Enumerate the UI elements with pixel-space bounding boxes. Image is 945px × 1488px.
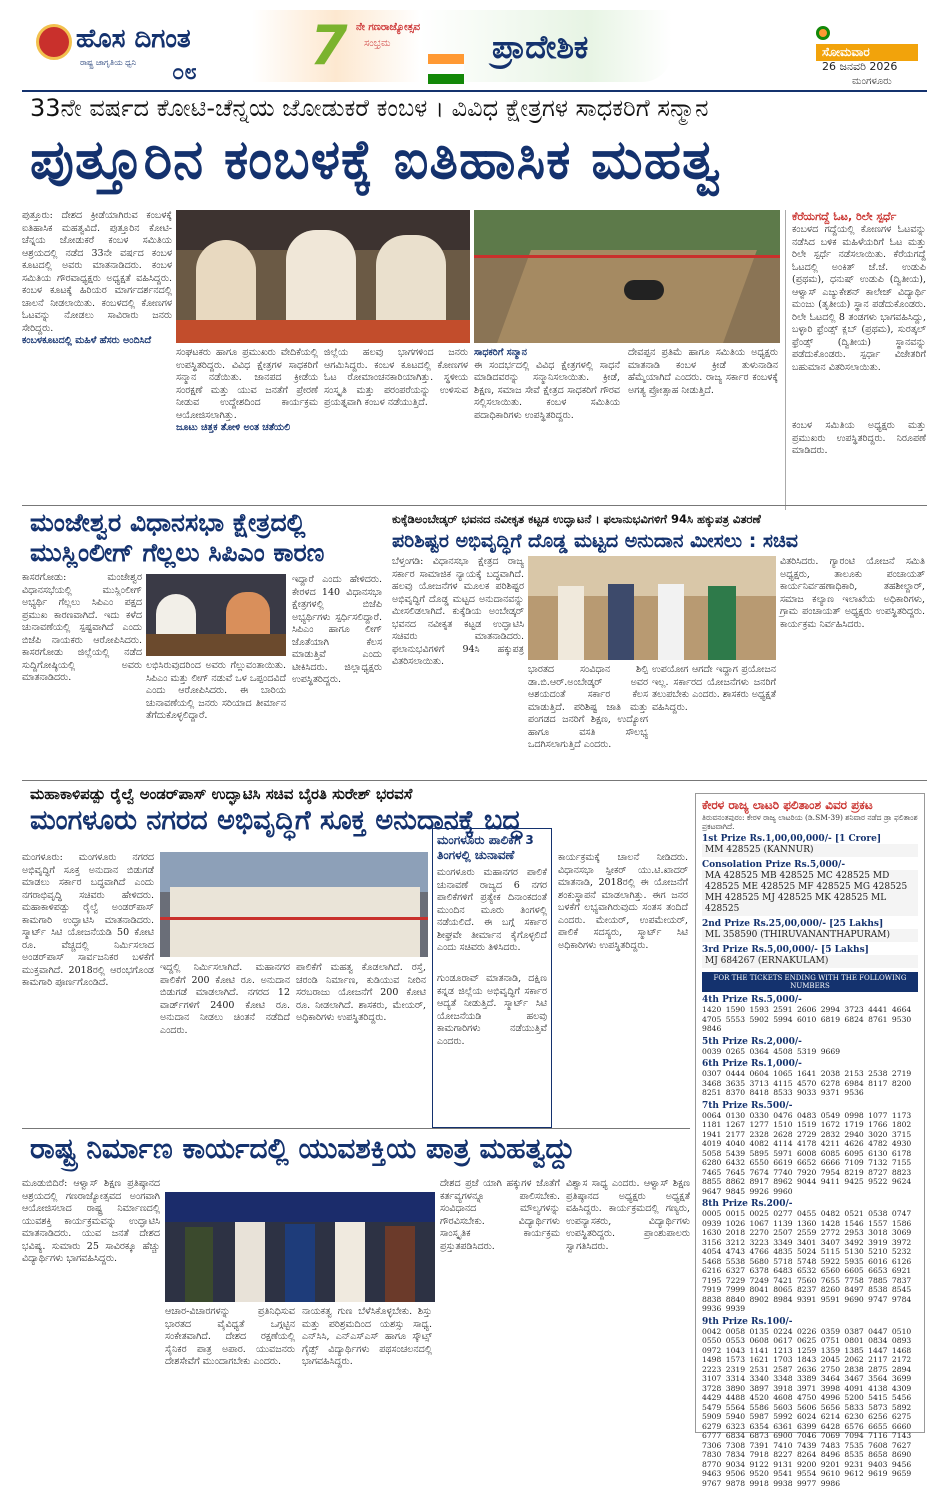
- story2-photo: [146, 574, 286, 656]
- story5-column-1: [22, 1178, 160, 1433]
- lottery-results-box: [695, 793, 925, 1433]
- lead-headline: ಪುತ್ತೂರಿನ ಕಂಬಳಕ್ಕೆ ಐತಿಹಾಸಿಕ ಮಹತ್ವ: [30, 128, 910, 192]
- banner-text: ನೇ ಗಣರಾಜ್ಯೋತ್ಸವ: [356, 22, 420, 33]
- story5-headline: ರಾಷ್ಟ್ರ ನಿರ್ಮಾಣ ಕಾರ್ಯದಲ್ಲಿ ಯುವಶಕ್ತಿಯ ಪಾತ್ರ ಮಹತ್ವದ್ದು: [30, 1132, 575, 1166]
- story4-inset-body: [437, 867, 547, 967]
- story4-kicker: ಮಹಾಕಾಳಿಪಡ್ಪು ರೈಲ್ವೆ ಅಂಡರ್‌ಪಾಸ್ ಉದ್ಘಾಟಿಸಿ ಸಚಿವ ಬೈರತಿ ಸುರೇಶ್ ಭರವಸೆ: [30, 785, 412, 803]
- story4-headline: ಮಂಗಳೂರು ನಗರದ ಅಭಿವೃದ್ಧಿಗೆ ಸೂಕ್ತ ಅನುದಾನಕ್ಕೆ ಬದ್ಧ: [30, 805, 522, 837]
- page-number: ೦೮: [172, 60, 197, 85]
- story4-column-2: [160, 962, 290, 1124]
- lead-kicker: 33ನೇ ವರ್ಷದ ಕೋಟಿ-ಚೆನ್ನಯ ಜೋಡುಕರೆ ಕಂಬಳ । ವಿವಿಧ ಕ್ಷೇತ್ರಗಳ ಸಾಧಕರಿಗೆ ಸನ್ಮಾನ: [30, 94, 910, 122]
- lead-column-3-text: ಜಿಲ್ಲೆಯ ಹಲವು ಭಾಗಗಳಿಂದ ಜನರು ಆಗಮಿಸಿದ್ದರು. ಕಂಬಳ ಕೂಟದಲ್ಲಿ ಕೋಣಗಳ ಓಟ ರೋಮಾಂಚನಕಾರಿಯಾಗಿತ್ತು. ಸ್ಥಳೀಯ ಸಂಸ್ಕೃತಿ ಮತ್ತು ಪರಂಪರೆಯನ್ನು ಉಳಿಸುವ ಪ್ರಯತ್ನವಾಗಿ ಕಂಬಳ ನಡೆಯುತ್ತಿದೆ.: [324, 347, 468, 408]
- sidebar-body: [792, 224, 926, 414]
- lottery-second-prize-number: ML 358590 (THIRUVANANTHAPURAM): [702, 929, 918, 942]
- story5-column-2: [165, 1306, 295, 1434]
- story4-photo: [160, 852, 428, 957]
- brand-logo-icon: [36, 24, 72, 60]
- story5-column-4-text: ದೇಶದ ಪ್ರಜೆ ಯಾಗಿ ಹಕ್ಕುಗಳ ಜೊತೆಗೆ ಕರ್ತವ್ಯಗಳನ್ನೂ ಪಾಲಿಸಬೇಕು. ಸಂವಿಧಾನದ ಮೌಲ್ಯಗಳನ್ನು ಗೌರವಿಸಬೇಕು. ವಿದ್ಯಾರ್ಥಿಗಳು ಸಾಂಸ್ಕೃತಿಕ ಕಾರ್ಯಕ್ರಮ ಪ್ರಸ್ತುತಪಡಿಸಿದರು.: [440, 1178, 560, 1252]
- lottery-eighth-prize-numbers: 0005 0015 0025 0277 0455 0482 0521 0538 0747 0939 1026 1067 1139 1360 1428 1546 1557 1586 1630 2018 2270 2507 2559 2772 2953 3018 3069 3156 3212 3223 3349 3401 3407 3492 3919 3972 4054 4743 4766 4835 5024 5115 5130 5210 5232 5468 5538 5680 5718 5748 5922 5935 6016 6126 6216 6327 6378 6483 6532 6560 6605 6653 6921 7195 7229 7249 7421 7560 7655 7758 7885 7837 7919 7999 8041 8065 8237 8260 8497 8538 8545 8838 8840 8902 8984 9391 9591 9690 9747 9784 9936 9939: [702, 1209, 918, 1314]
- lottery-first-prize-number: MM 428525 (KANNUR): [702, 844, 918, 857]
- story2-headline-line1: ಮಂಜೇಶ್ವರ ವಿಧಾನಸಭಾ ಕ್ಷೇತ್ರದಲ್ಲಿ: [30, 508, 306, 538]
- date-box: [812, 26, 932, 86]
- story3-column-4: [780, 556, 925, 776]
- sidebar-box: [785, 210, 925, 510]
- story2-column-2: [146, 660, 286, 775]
- story4-column-4-text: ಗುಂಡೂರಾವ್ ಮಾತನಾಡಿ, ದಕ್ಷಿಣ ಕನ್ನಡ ಜಿಲ್ಲೆಯ ಅಭಿವೃದ್ಧಿಗೆ ಸರ್ಕಾರ ಆದ್ಯತೆ ನೀಡುತ್ತಿದೆ. ಸ್ಮಾರ್ಟ್ ಸಿಟಿ ಯೋಜನೆಯಡಿ ಹಲವು ಕಾಮಗಾರಿಗಳು ನಡೆಯುತ್ತಿವೆ ಎಂದರು.: [437, 973, 547, 1047]
- story5-column-1-text: ಮೂಡುಬಿದಿರೆ: ಆಳ್ವಾಸ್ ಶಿಕ್ಷಣ ಪ್ರತಿಷ್ಠಾನದ ಆಶ್ರಯದಲ್ಲಿ ಗಣರಾಜ್ಯೋತ್ಸವದ ಅಂಗವಾಗಿ ಆಯೋಜಿಸಲಾದ ರಾಷ್ಟ್ರ ನಿರ್ಮಾಣದಲ್ಲಿ ಯುವಶಕ್ತಿ ಕಾರ್ಯಕ್ರಮವನ್ನು ಉದ್ಘಾಟಿಸಿ ಮಾತನಾಡಿದರು. ಯುವ ಜನತೆ ದೇಶದ ಭವಿಷ್ಯ. ಸುಮಾರು 25 ಸಾವಿರಕ್ಕೂ ಹೆಚ್ಚು ವಿದ್ಯಾರ್ಥಿಗಳು ಭಾಗವಹಿಸಿದ್ದರು.: [22, 1178, 160, 1264]
- banner-subtext: ಸಂಭ್ರಮ: [364, 38, 391, 49]
- story3-headline: ಪರಿಶಿಷ್ಟರ ಅಭಿವೃದ್ಧಿಗೆ ದೊಡ್ಡ ಮಟ್ಟದ ಅನುದಾನ ಮೀಸಲು : ಸಚಿವ: [392, 530, 798, 552]
- lottery-seventh-prize-numbers: 0064 0130 0330 0476 0483 0549 0998 1077 1173 1181 1267 1277 1510 1519 1672 1719 1766 1802 1941 2177 2328 2628 2729 2832 2940 3020 3715 4019 4040 4082 4114 4178 4211 4626 4782 4930 5058 5439 5895 5971 6008 6085 6095 6130 6178 6280 6432 6550 6619 6652 6666 7109 7132 7155 7465 7645 7674 7740 7920 7954 8219 8727 8823 8855 8862 8917 8962 9044 9411 9425 9522 9624 9647 9845 9926 9960: [702, 1111, 918, 1197]
- story2-column-1: [22, 572, 142, 772]
- lead-subhead-1: ಕಂಬಳಕೂಟದಲ್ಲಿ ಮಹಿಳೆ ಹೆಸರು ಅಂದಿಸಿದೆ: [22, 335, 151, 346]
- story4-column-1-text: ಮಂಗಳೂರು: ಮಂಗಳೂರು ನಗರದ ಅಭಿವೃದ್ಧಿಗೆ ಸೂಕ್ತ ಅನುದಾನ ಬಿಡುಗಡೆ ಮಾಡಲು ಸರ್ಕಾರ ಬದ್ಧವಾಗಿದೆ ಎಂದು ನಗರಾಭಿವೃದ್ಧಿ ಸಚಿವರು ಹೇಳಿದರು. ಮಹಾಕಾಳಿಪಡ್ಪು ರೈಲ್ವೆ ಅಂಡರ್‌ಪಾಸ್ ಕಾಮಗಾರಿ ಉದ್ಘಾಟಿಸಿ ಮಾತನಾಡಿದರು. ಸ್ಮಾರ್ಟ್ ಸಿಟಿ ಯೋಜನೆಯಡಿ 50 ಕೋಟಿ ರೂ. ವೆಚ್ಚದಲ್ಲಿ ನಿರ್ಮಿಸಲಾದ ಅಂಡರ್‌ಪಾಸ್ ಸಾರ್ವಜನಿಕರ ಬಳಕೆಗೆ ಮುಕ್ತವಾಗಿದೆ. 2018ರಲ್ಲಿ ಆರಂಭಗೊಂಡ ಕಾಮಗಾರಿ ಪೂರ್ಣಗೊಂಡಿದೆ.: [22, 852, 154, 988]
- story5-column-3: [302, 1306, 432, 1434]
- date-day: ಸೋಮವಾರ: [816, 44, 918, 61]
- lottery-consolation-label: Consolation Prize Rs.5,000/-: [702, 860, 918, 870]
- lottery-fifth-prize-label: 5th Prize Rs.2,000/-: [702, 1037, 918, 1047]
- story4-inset-title: ಮಂಗಳೂರು ಪಾಲಿಕೆಗೆ 3 ತಿಂಗಳಲ್ಲಿ ಚುನಾವಣೆ: [437, 833, 547, 863]
- sidebar-body-2: [792, 420, 926, 500]
- lead-column-2-text: ಸಂಘಟಕರು ಹಾಗೂ ಪ್ರಮುಖರು ವೇದಿಕೆಯಲ್ಲಿ ಉಪಸ್ಥಿತರಿದ್ದರು. ವಿವಿಧ ಕ್ಷೇತ್ರಗಳ ಸಾಧಕರಿಗೆ ಸನ್ಮಾನ ನಡೆಯಿತು. ಜಾನಪದ ಕ್ರೀಡೆಯ ಸಂರಕ್ಷಣೆ ಮತ್ತು ಯುವ ಜನತೆಗೆ ಪ್ರೇರಣೆ ನೀಡುವ ಉದ್ದೇಶದಿಂದ ಕಾರ್ಯಕ್ರಮ ಆಯೋಜಿಸಲಾಗಿತ್ತು.: [176, 347, 318, 421]
- story4-column-3-text: ಪಾಲಿಕೆಗೆ ಮಹತ್ವ ಕೊಡಲಾಗಿದೆ. ರಸ್ತೆ, ಚರಂಡಿ ನಿರ್ಮಾಣ, ಕುಡಿಯುವ ನೀರಿನ ಸರಬರಾಜು ಯೋಜನೆಗೆ 200 ಕೋಟಿ ರೂ. ನೀಡಲಾಗಿದೆ. ಶಾಸಕರು, ಮೇಯರ್, ಅಧಿಕಾರಿಗಳು ಉಪಸ್ಥಿತರಿದ್ದರು.: [296, 962, 426, 1023]
- lottery-sixth-prize-label: 6th Prize Rs.1,000/-: [702, 1059, 918, 1069]
- story5-column-5: [566, 1178, 690, 1433]
- story5-column-3-text: ನಾಯಕತ್ವ ಗುಣ ಬೆಳೆಸಿಕೊಳ್ಳಬೇಕು. ಶಿಸ್ತು ಮತ್ತು ಪರಿಶ್ರಮದಿಂದ ಯಶಸ್ಸು ಸಾಧ್ಯ. ಎನ್‌ಸಿಸಿ, ಎನ್‌ಎಸ್‌ಎಸ್ ಹಾಗೂ ಸ್ಕೌಟ್ಸ್ ಗೈಡ್ಸ್ ವಿದ್ಯಾರ್ಥಿಗಳು ಪಥಸಂಚಲನದಲ್ಲಿ ಭಾಗವಹಿಸಿದ್ದರು.: [302, 1306, 432, 1367]
- lead-column-5-text: ದೇವಪ್ಪನ ಪ್ರತಿಮೆ ಹಾಗೂ ಸಮಿತಿಯ ಅಧ್ಯಕ್ಷರು ಮಾತನಾಡಿ ಕಂಬಳ ಕ್ರೀಡೆ ತುಳುನಾಡಿನ ಹೆಮ್ಮೆಯಾಗಿದೆ ಎಂದರು. ರಾಜ್ಯ ಸರ್ಕಾರ ಕಂಬಳಕ್ಕೆ ಅಗತ್ಯ ಪ್ರೋತ್ಸಾಹ ನೀಡುತ್ತಿದೆ.: [628, 347, 778, 396]
- newspaper-brand: [22, 22, 267, 72]
- lottery-endings-bar: FOR THE TICKETS ENDING WITH THE FOLLOWING NUMBERS: [702, 972, 918, 992]
- lead-subhead-3: ಸಾಧಕರಿಗೆ ಸನ್ಮಾನ: [474, 347, 527, 358]
- story2-column-2-text: ಲಭಿಸಿರುವುದರಿಂದ ಅವರು ಗೆಲ್ಲುವಂತಾಯಿತು. ಸಿಪಿಎಂ ಮತ್ತು ಲೀಗ್ ನಡುವೆ ಒಳ ಒಪ್ಪಂದವಿದೆ ಎಂದು ಆರೋಪಿಸಿದರು. ಈ ಬಾರಿಯ ಚುನಾವಣೆಯಲ್ಲಿ ಜನರು ಸರಿಯಾದ ತೀರ್ಮಾನ ತೆಗೆದುಕೊಳ್ಳಲಿದ್ದಾರೆ.: [146, 660, 286, 721]
- lottery-ninth-prize-label: 9th Prize Rs.100/-: [702, 1317, 918, 1327]
- story2-column-3: [292, 574, 382, 774]
- lead-column-4: [474, 347, 620, 502]
- lottery-second-prize-label: 2nd Prize Rs.25,00,000/- [25 Lakhs]: [702, 919, 918, 929]
- lottery-first-prize-label: 1st Prize Rs.1,00,00,000/- [1 Crore]: [702, 834, 918, 844]
- lottery-third-prize-number: MJ 684267 (ERNAKULAM): [702, 955, 918, 968]
- republic-day-banner: [252, 10, 672, 82]
- story4-column-3: [296, 962, 426, 1124]
- story4-inset-body-text: ಮಂಗಳೂರು ಮಹಾನಗರ ಪಾಲಿಕೆ ಚುನಾವಣೆ ರಾಜ್ಯದ 6 ನಗರ ಪಾಲಿಕೆಗಳಿಗೆ ಪ್ರತ್ಯೇಕ ದಿನಾಂಕದಂತೆ ಮುಂದಿನ ಮೂರು ತಿಂಗಳಲ್ಲಿ ನಡೆಯಲಿದೆ. ಈ ಬಗ್ಗೆ ಸರ್ಕಾರ ಶೀಘ್ರವೇ ತೀರ್ಮಾನ ಕೈಗೊಳ್ಳಲಿದೆ ಎಂದು ಸಚಿವರು ತಿಳಿಸಿದರು.: [437, 867, 547, 953]
- story4-column-1: [22, 852, 154, 1124]
- lottery-third-prize-label: 3rd Prize Rs.5,00,000/- [5 Lakhs]: [702, 945, 918, 955]
- lead-subhead-2: ಜೂಟು ಚಿತ್ತಕ ತೋಳಿ ಅಂತ ಚತೆಯಲಿ: [176, 422, 290, 433]
- lottery-seventh-prize-label: 7th Prize Rs.500/-: [702, 1101, 918, 1111]
- flag-icon: [428, 54, 464, 84]
- section-divider-1: [22, 505, 927, 506]
- story2-headline-line2: ಮುಸ್ಲಿಂಲೀಗ್ ಗೆಲ್ಲಲು ಸಿಪಿಎಂ ಕಾರಣ: [30, 538, 324, 568]
- section-divider-2: [22, 780, 927, 781]
- story5-column-4: [440, 1178, 560, 1433]
- story4-column-5-text: ಕಾರ್ಯಕ್ರಮಕ್ಕೆ ಚಾಲನೆ ನೀಡಿದರು. ವಿಧಾನಸಭಾ ಸ್ಪೀಕರ್ ಯು.ಟಿ.ಖಾದರ್ ಮಾತನಾಡಿ, 2018ರಲ್ಲಿ ಈ ಯೋಜನೆಗೆ ಶಂಕುಸ್ಥಾಪನೆ ಮಾಡಲಾಗಿತ್ತು. ಈಗ ಜನರ ಬಳಕೆಗೆ ಲಭ್ಯವಾಗಿರುವುದು ಸಂತಸ ತಂದಿದೆ ಎಂದರು. ಮೇಯರ್, ಉಪಮೇಯರ್, ಪಾಲಿಕೆ ಸದಸ್ಯರು, ಸ್ಮಾರ್ಟ್ ಸಿಟಿ ಅಧಿಕಾರಿಗಳು ಉಪಸ್ಥಿತರಿದ್ದರು.: [558, 852, 688, 951]
- lottery-consolation-numbers: MA 428525 MB 428525 MC 428525 MD 428525 ME 428525 MF 428525 MG 428525 MH 428525 MJ 428525 MK 428525 ML 428525: [702, 870, 918, 916]
- story4-column-4: [437, 973, 547, 1123]
- lead-photo-stage: [176, 210, 470, 343]
- sidebar-title: ಕೆರೆಯಗದ್ದೆ ಓಟ, ರಿಲೇ ಸ್ಪರ್ಧೆ: [792, 210, 925, 224]
- story3-kicker: ಕುಕ್ಕೆಡಿಅಂಬೇಡ್ಕರ್ ಭವನದ ನವೀಕೃತ ಕಟ್ಟಡ ಉದ್ಘಾಟನೆ । ಫಲಾನುಭವಿಗಳಿಗೆ 94ಸಿ ಹಕ್ಕುಪತ್ರ ವಿತರಣೆ: [392, 512, 761, 527]
- section-divider-3: [22, 1128, 690, 1129]
- masthead: [22, 10, 927, 92]
- story3-column-3-text: ಉಪಯೋಗ ಆಗದೇ ಇದ್ದಾಗ ಪ್ರಯೋಜನ ಇಲ್ಲ. ಸರ್ಕಾರದ ಯೋಜನೆಗಳು ಜನರಿಗೆ ತಲುಪಬೇಕು ಎಂದರು. ಶಾಸಕರು ಅಧ್ಯಕ್ಷತೆ ವಹಿಸಿದ್ದರು.: [652, 664, 776, 713]
- date-full: 26 ಜನವರಿ 2026: [822, 60, 897, 74]
- story5-column-5-text: ವಿಶ್ವಾಸ ಸಾಧ್ಯ ಎಂದರು. ಆಳ್ವಾಸ್ ಶಿಕ್ಷಣ ಪ್ರತಿಷ್ಠಾನದ ಅಧ್ಯಕ್ಷರು ಅಧ್ಯಕ್ಷತೆ ವಹಿಸಿದ್ದರು. ಕಾರ್ಯಕ್ರಮದಲ್ಲಿ ಗಣ್ಯರು, ಉಪನ್ಯಾಸಕರು, ವಿದ್ಯಾರ್ಥಿಗಳು ಉಪಸ್ಥಿತರಿದ್ದರು. ಪ್ರಾಂಶುಪಾಲರು ಸ್ವಾಗತಿಸಿದರು.: [566, 1178, 690, 1252]
- story3-column-2-text: ಭಾರತದ ಸಂವಿಧಾನ ಶಿಲ್ಪಿ ಡಾ.ಬಿ.ಆರ್.ಅಂಬೇಡ್ಕರ್ ಅವರ ಆಶಯದಂತೆ ಸರ್ಕಾರ ಕೆಲಸ ಮಾಡುತ್ತಿದೆ. ಪರಿಶಿಷ್ಟ ಜಾತಿ ಮತ್ತು ಪಂಗಡದ ಜನರಿಗೆ ಶಿಕ್ಷಣ, ಉದ್ಯೋಗ ಹಾಗೂ ವಸತಿ ಸೌಲಭ್ಯ ಒದಗಿಸಲಾಗುತ್ತಿದೆ ಎಂದರು.: [528, 664, 648, 750]
- story5-photo: [165, 1192, 435, 1302]
- sidebar-body-text: ಕಂಬಳದ ಗದ್ದೆಯಲ್ಲಿ ಕೋಣಗಳ ಓಟವನ್ನು ನಡೆಸಿದ ಬಳಿಕ ಮಹಿಳೆಯರಿಗೆ ಓಟ ಮತ್ತು ರಿಲೇ ಸ್ಪರ್ಧೆ ನಡೆಸಲಾಯಿತು. ಕೆರೆಯಗದ್ದೆ ಓಟದಲ್ಲಿ ಅಂಕಿತ್ ಜೆ.ಜೆ. ಉಡುಪಿ (ಪ್ರಥಮ), ಧನುಷ್ ಉಡುಪಿ (ದ್ವಿತೀಯ), ಆಳ್ವಾಸ್ ಎಜ್ಯುಕೇಶನ್ ಕಾಲೇಜ್ ವಿದ್ಯಾರ್ಥಿ ಮಂಜು (ತೃತೀಯ) ಸ್ಥಾನ ಪಡೆದುಕೊಂಡರು. ರಿಲೇ ಓಟದಲ್ಲಿ 8 ತಂಡಗಳು ಭಾಗವಹಿಸಿದ್ದು, ಬಳ್ಳಾರಿ ಫ್ರೆಂಡ್ಸ್ ಕ್ಲಬ್ (ಪ್ರಥಮ), ಸುರತ್ಕಲ್ ಫ್ರೆಂಡ್ಸ್ (ದ್ವಿತೀಯ) ಸ್ಥಾನವನ್ನು ಪಡೆದುಕೊಂಡರು. ಸ್ಪರ್ಧಾ ವಿಜೇತರಿಗೆ ಬಹುಮಾನ ವಿತರಿಸಲಾಯಿತು.: [792, 224, 926, 373]
- lottery-fourth-prize-label: 4th Prize Rs.5,000/-: [702, 995, 918, 1005]
- lead-column-2: [176, 347, 318, 502]
- sidebar-body-2-text: ಕಂಬಳ ಸಮಿತಿಯ ಅಧ್ಯಕ್ಷರು ಮತ್ತು ಪ್ರಮುಖರು ಉಪಸ್ಥಿತರಿದ್ದರು. ನಿರೂಪಣೆ ಮಾಡಿದರು.: [792, 420, 926, 456]
- story2-column-1-text: ಕಾಸರಗೋಡು: ಮಂಜೇಶ್ವರ ವಿಧಾನಸಭೆಯಲ್ಲಿ ಮುಸ್ಲಿಂಲೀಗ್ ಅಭ್ಯರ್ಥಿ ಗೆಲ್ಲಲು ಸಿಪಿಎಂ ಪಕ್ಷದ ಪ್ರಮುಖ ಕಾರಣವಾಗಿದೆ. ಇದು ಕಳೆದ ಚುನಾವಣೆಯಲ್ಲಿ ಸ್ಪಷ್ಟವಾಗಿದೆ ಎಂದು ಬಿಜೆಪಿ ನಾಯಕರು ಆರೋಪಿಸಿದರು. ಕಾಸರಗೋಡು ಜಿಲ್ಲೆಯಲ್ಲಿ ನಡೆದ ಸುದ್ದಿಗೋಷ್ಠಿಯಲ್ಲಿ ಅವರು ಮಾತನಾಡಿದರು.: [22, 572, 142, 683]
- lead-column-1: [22, 210, 172, 500]
- lead-column-3: [324, 347, 468, 502]
- story3-column-1: [392, 556, 524, 776]
- brand-tagline: ರಾಷ್ಟ್ರ ಜಾಗೃತಿಯ ಧ್ವನಿ: [80, 58, 136, 68]
- brand-name: ಹೊಸ ದಿಗಂತ: [76, 24, 191, 55]
- lead-photo-kambala: [474, 210, 780, 343]
- masthead-divider: [22, 90, 927, 92]
- story3-column-4-text: ವಿತರಿಸಿದರು. ಗ್ಯಾರಂಟಿ ಯೋಜನೆ ಸಮಿತಿ ಅಧ್ಯಕ್ಷರು, ತಾಲೂಕು ಪಂಚಾಯತ್ ಕಾರ್ಯನಿರ್ವಹಣಾಧಿಕಾರಿ, ತಹಶೀಲ್ದಾರ್, ಸಮಾಜ ಕಲ್ಯಾಣ ಇಲಾಖೆಯ ಅಧಿಕಾರಿಗಳು, ಗ್ರಾಮ ಪಂಚಾಯತ್ ಅಧ್ಯಕ್ಷರು ಉಪಸ್ಥಿತರಿದ್ದರು. ಕಾರ್ಯಕ್ರಮ ನಿರ್ವಹಿಸಿದರು.: [780, 556, 925, 630]
- section-title: ಪ್ರಾದೇಶಿಕ: [492, 28, 588, 67]
- story2-column-3-text: ಇದ್ದಾರೆ ಎಂದು ಹೇಳಿದರು. ಕೇರಳದ 140 ವಿಧಾನಸಭಾ ಕ್ಷೇತ್ರಗಳಲ್ಲಿ ಬಿಜೆಪಿ ಅಭ್ಯರ್ಥಿಗಳು ಸ್ಪರ್ಧಿಸಲಿದ್ದಾರೆ. ಸಿಪಿಎಂ ಹಾಗೂ ಲೀಗ್ ಜೊತೆಯಾಗಿ ಕೆಲಸ ಮಾಡುತ್ತಿವೆ ಎಂದು ಟೀಕಿಸಿದರು. ಜಿಲ್ಲಾಧ್ಯಕ್ಷರು ಉಪಸ್ಥಿತರಿದ್ದರು.: [292, 574, 382, 685]
- lottery-sixth-prize-numbers: 0307 0444 0604 1065 1641 2038 2153 2538 2719 3468 3635 3713 4115 4570 6278 6984 8117 8200 8251 8370 8418 8533 9033 9371 9536: [702, 1069, 918, 1098]
- banner-number: 7: [310, 14, 348, 77]
- lead-column-4-text: ಈ ಸಂದರ್ಭದಲ್ಲಿ ವಿವಿಧ ಕ್ಷೇತ್ರಗಳಲ್ಲಿ ಸಾಧನೆ ಮಾಡಿದವರನ್ನು ಸನ್ಮಾನಿಸಲಾಯಿತು. ಕ್ರೀಡೆ, ಶಿಕ್ಷಣ, ಸಮಾಜ ಸೇವೆ ಕ್ಷೇತ್ರದ ಸಾಧಕರಿಗೆ ಗೌರವ ಸಲ್ಲಿಸಲಾಯಿತು. ಕಂಬಳ ಸಮಿತಿಯ ಪದಾಧಿಕಾರಿಗಳು ಉಪಸ್ಥಿತರಿದ್ದರು.: [474, 360, 620, 421]
- lottery-fourth-prize-numbers: 1420 1590 1593 2591 2606 2994 3723 4441 4664 4705 5553 5902 5994 6010 6819 6824 8761 9530 9846: [702, 1005, 918, 1034]
- story3-column-3: [652, 664, 776, 776]
- story3-column-2: [528, 664, 648, 776]
- lead-column-1-text: ಪುತ್ತೂರು: ದೇಶದ ಕ್ರೀಡೆಯಾಗಿರುವ ಕಂಬಳಕ್ಕೆ ಐತಿಹಾಸಿಕ ಮಹತ್ವವಿದೆ. ಪುತ್ತೂರಿನ ಕೋಟಿ-ಚೆನ್ನಯ ಜೋಡುಕರೆ ಕಂಬಳ ಸಮಿತಿಯ ಆಶ್ರಯದಲ್ಲಿ ನಡೆದ 33ನೇ ವರ್ಷದ ಕಂಬಳ ಕೂಟದಲ್ಲಿ ಅವರು ಮಾತನಾಡಿದರು. ಕಂಬಳ ಸಮಿತಿಯ ಗೌರವಾಧ್ಯಕ್ಷರು ಅಧ್ಯಕ್ಷತೆ ವಹಿಸಿದ್ದರು. ಕಂಬಳ ಕೂಟಕ್ಕೆ ಹಿರಿಯರ ಮಾರ್ಗದರ್ಶನದಲ್ಲಿ ಚಾಲನೆ ನೀಡಲಾಯಿತು. ಕಂಬಳದಲ್ಲಿ ಕೋಣಗಳ ಓಟವನ್ನು ನೋಡಲು ಸಾವಿರಾರು ಜನರು ಸೇರಿದ್ದರು.: [22, 210, 172, 334]
- lottery-fifth-prize-numbers: 0039 0265 0364 4508 5319 9669: [702, 1047, 918, 1057]
- story5-column-2-text: ಆಚಾರ-ವಿಚಾರಗಳನ್ನು ಪ್ರತಿನಿಧಿಸುವ ಭಾರತದ ವೈವಿಧ್ಯತೆ ಒಗ್ಗಟ್ಟಿನ ಸಂಕೇತವಾಗಿದೆ. ದೇಶದ ರಕ್ಷಣೆಯಲ್ಲಿ ಸೈನಿಕರ ಪಾತ್ರ ಅಪಾರ. ಯುವಜನರು ದೇಶಸೇವೆಗೆ ಮುಂದಾಗಬೇಕು ಎಂದರು.: [165, 1306, 295, 1367]
- lottery-subtitle: ತಿರುವನಂತಪುರಂ: ಕೇರಳ ರಾಜ್ಯ ಲಾಟರಿಯ (ಡಿ.SM-39) ಶನಿವಾರ ನಡೆದ ಡ್ರಾ ಫಲಿತಾಂಶ ಪ್ರಕಟವಾಗಿದೆ.: [702, 813, 918, 831]
- story3-photo: [528, 556, 776, 660]
- lottery-eighth-prize-label: 8th Prize Rs.200/-: [702, 1199, 918, 1209]
- emblem-icon: [816, 26, 830, 40]
- lead-column-5: [628, 347, 778, 502]
- story4-inset-box: [432, 828, 552, 1128]
- lottery-title: ಕೇರಳ ರಾಜ್ಯ ಲಾಟರಿ ಫಲಿತಾಂಶ ವಿವರ ಪ್ರಕಟ: [702, 798, 918, 813]
- lottery-ninth-prize-numbers: 0042 0058 0135 0224 0226 0359 0387 0447 0510 0550 0553 0608 0617 0625 0751 0801 0834 0893 0972 1043 1141 1213 1259 1359 1385 1447 1468 1498 1573 1621 1703 1843 2045 2062 2117 2172 2223 2319 2531 2587 2636 2750 2838 2875 2894 3107 3314 3340 3348 3389 3464 3467 3564 3699 3728 3890 3897 3918 3971 3998 4091 4138 4309 4429 4488 4520 4608 4750 4996 5200 5415 5456 5479 5564 5586 5603 5606 5656 5833 5873 5892 5909 5940 5987 5992 6024 6214 6230 6256 6275 6279 6323 6354 6361 6399 6428 6576 6655 6660 6777 6834 6873 6900 7046 7069 7094 7116 7143 7306 7308 7391 7410 7439 7483 7535 7608 7627 7830 7834 7918 8227 8264 8496 8535 8658 8690 8770 9034 9122 9131 9200 9201 9231 9403 9456 9463 9506 9520 9541 9554 9610 9612 9619 9659 9767 9878 9918 9938 9977 9986: [702, 1327, 918, 1488]
- date-city: ಮಂಗಳೂರು: [852, 76, 892, 87]
- story4-column-5: [558, 852, 688, 1124]
- story3-column-1-text: ಬೆಳ್ತಂಗಡಿ: ವಿಧಾನಸಭಾ ಕ್ಷೇತ್ರದ ರಾಜ್ಯ ಸರ್ಕಾರ ಸಾಮಾಜಿಕ ನ್ಯಾಯಕ್ಕೆ ಬದ್ಧವಾಗಿದೆ. ಹಲವು ಯೋಜನೆಗಳ ಮೂಲಕ ಪರಿಶಿಷ್ಟರ ಅಭಿವೃದ್ಧಿಗೆ ದೊಡ್ಡ ಮಟ್ಟದ ಅನುದಾನವನ್ನು ಮೀಸಲಿಡಲಾಗಿದೆ. ಕುಕ್ಕೆಡಿಯ ಅಂಬೇಡ್ಕರ್ ಭವನದ ನವೀಕೃತ ಕಟ್ಟಡ ಉದ್ಘಾಟಿಸಿ ಸಚಿವರು ಮಾತನಾಡಿದರು. ಫಲಾನುಭವಿಗಳಿಗೆ 94ಸಿ ಹಕ್ಕುಪತ್ರ ವಿತರಿಸಲಾಯಿತು.: [392, 556, 524, 667]
- story4-column-2-text: ಇದ್ದಲ್ಲಿ ನಿರ್ಮಿಸಲಾಗಿದೆ. ಮಹಾನಗರ ಪಾಲಿಕೆಗೆ 200 ಕೋಟಿ ರೂ. ಅನುದಾನ ಬಿಡುಗಡೆ ಮಾಡಲಾಗಿದೆ. ನಗರದ 12 ವಾರ್ಡ್‌ಗಳಿಗೆ 2400 ಕೋಟಿ ರೂ. ಅನುದಾನ ನೀಡಲು ಚಿಂತನೆ ನಡೆದಿದೆ ಎಂದರು.: [160, 962, 290, 1036]
